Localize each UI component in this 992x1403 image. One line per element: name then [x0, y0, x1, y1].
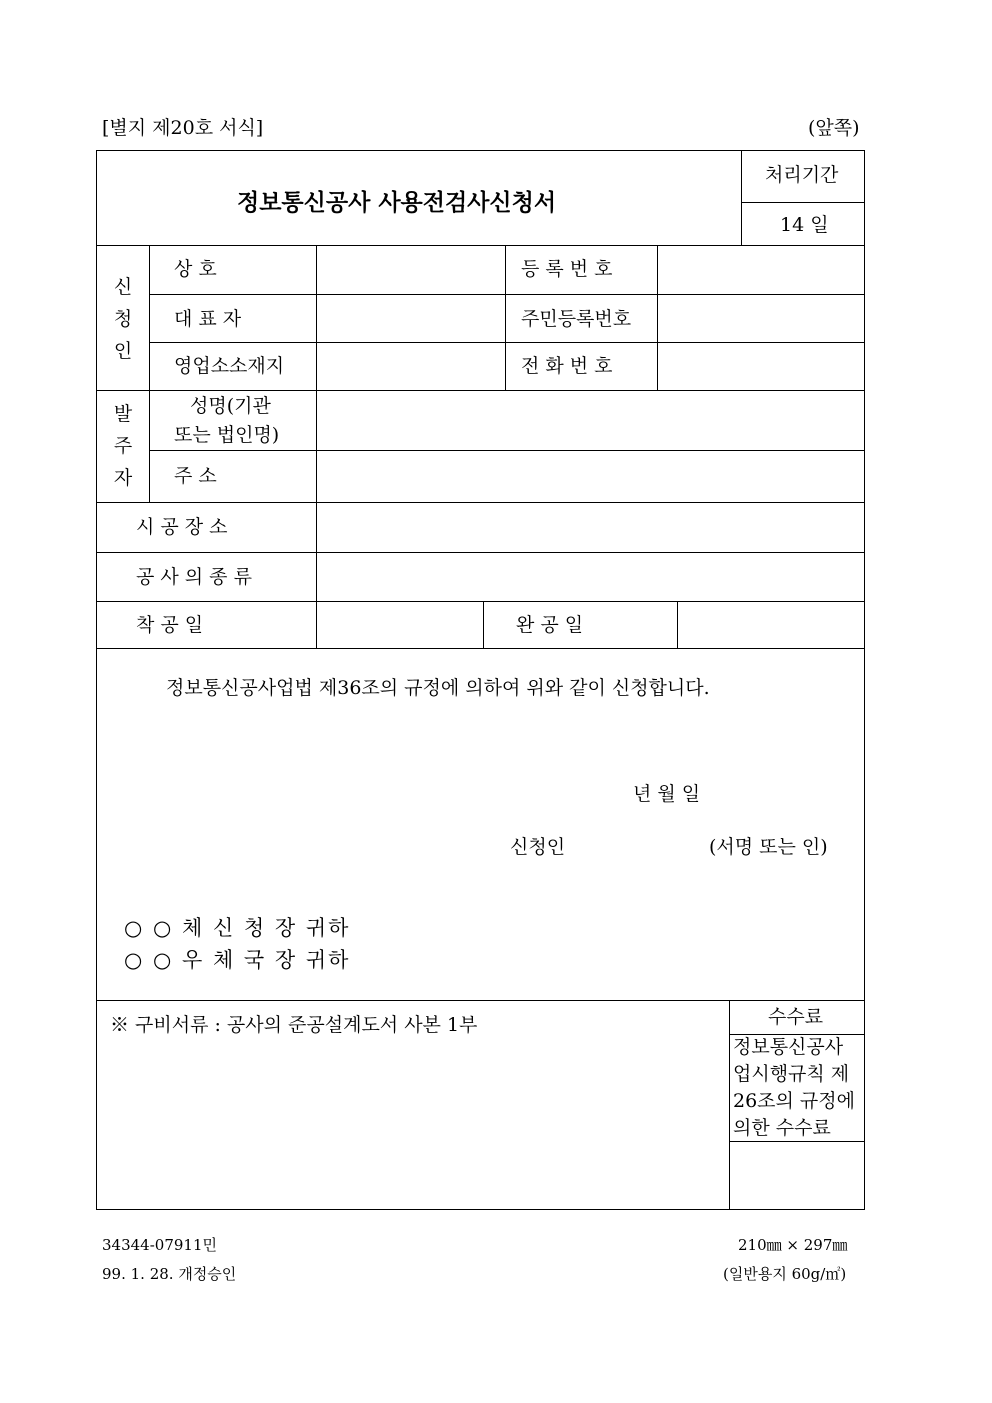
row-divider: [96, 648, 865, 649]
row-divider: [729, 1141, 865, 1142]
recipient-line: ○ ○ 체 신 청 장 귀하: [124, 916, 351, 940]
recipient-line: ○ ○ 우 체 국 장 귀하: [124, 948, 351, 972]
date-line: 년 월 일: [633, 783, 701, 805]
fee-text: 업시행규칙 제: [733, 1063, 850, 1085]
column-divider: [149, 245, 150, 502]
resident-number-label: 주민등록번호: [521, 308, 632, 330]
column-divider: [316, 245, 317, 648]
client-address-label: 주 소: [174, 465, 217, 487]
fee-text: 26조의 규정에: [733, 1090, 855, 1112]
column-divider: [677, 601, 678, 648]
statement-text: 정보통신공사업법 제36조의 규정에 의하여 위와 같이 신청합니다.: [166, 677, 710, 699]
paper-size: 210㎜ × 297㎜: [738, 1236, 848, 1254]
construction-site-label: 시 공 장 소: [136, 516, 228, 538]
work-type-label: 공 사 의 종 류: [136, 566, 252, 588]
row-divider: [96, 390, 865, 391]
signature-note: (서명 또는 인): [709, 836, 828, 858]
registration-number-label: 등 록 번 호: [521, 258, 613, 280]
row-divider: [149, 294, 865, 295]
processing-period-value: 14 일: [780, 214, 829, 236]
column-divider: [729, 1000, 730, 1210]
applicant-signature-label: 신청인: [510, 836, 566, 858]
row-divider: [96, 502, 865, 503]
applicant-group-label: 신: [113, 276, 133, 298]
column-divider: [483, 601, 484, 648]
client-name-label: 성명(기관: [190, 395, 271, 417]
form-code: 34344-07911민: [102, 1236, 217, 1254]
paper-type: (일반용지 60g/㎡): [723, 1265, 847, 1283]
row-divider: [149, 342, 865, 343]
fee-label: 수수료: [768, 1006, 824, 1028]
phone-number-label: 전 화 번 호: [521, 355, 613, 377]
client-group-label: 발: [113, 403, 133, 425]
approval-note: 99. 1. 28. 개정승인: [102, 1265, 237, 1283]
applicant-group-label: 인: [113, 340, 133, 362]
trade-name-label: 상 호: [174, 258, 217, 280]
fee-text: 의한 수수료: [733, 1117, 831, 1139]
applicant-group-label: 청: [113, 308, 133, 330]
column-divider: [505, 245, 506, 390]
row-divider: [149, 450, 865, 451]
fee-text: 정보통신공사: [733, 1036, 844, 1058]
row-divider: [729, 1034, 865, 1035]
client-name-label: 또는 법인명): [174, 424, 280, 446]
row-divider: [96, 601, 865, 602]
column-divider: [657, 245, 658, 390]
divider: [741, 202, 864, 203]
required-documents: ※ 구비서류 : 공사의 준공설계도서 사본 1부: [110, 1014, 478, 1036]
client-group-label: 자: [113, 467, 133, 489]
representative-label: 대 표 자: [174, 308, 242, 330]
start-date-label: 착 공 일: [136, 614, 204, 636]
business-address-label: 영업소소재지: [174, 355, 285, 377]
processing-period-label: 처리기간: [765, 164, 839, 186]
completion-date-label: 완 공 일: [516, 614, 584, 636]
row-divider: [96, 1000, 865, 1001]
row-divider: [96, 245, 865, 246]
divider: [741, 150, 742, 245]
row-divider: [96, 552, 865, 553]
client-group-label: 주: [113, 435, 133, 457]
front-side-label: (앞쪽): [808, 117, 860, 139]
form-title: 정보통신공사 사용전검사신청서: [237, 190, 557, 216]
form-number: [별지 제20호 서식]: [102, 117, 264, 139]
